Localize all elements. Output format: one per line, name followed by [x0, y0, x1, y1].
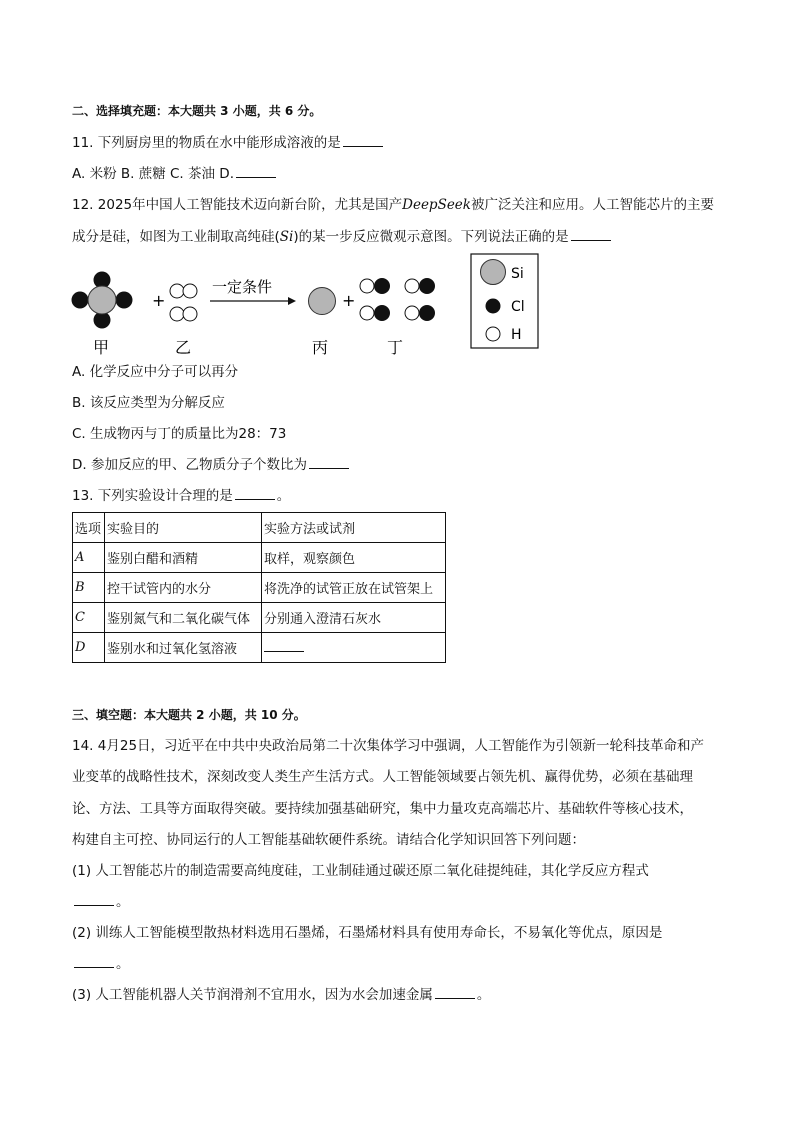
- si-atom: [309, 288, 336, 315]
- experiment-table: [72, 512, 446, 663]
- period: 。: [116, 956, 130, 972]
- option-cell: A: [73, 543, 105, 573]
- question-text: )的某一步反应微观示意图。下列说法正确的是: [293, 229, 569, 245]
- reaction-diagram: [60, 252, 550, 362]
- legend-si: Si: [511, 266, 524, 282]
- cl-atom: [116, 292, 133, 309]
- si-legend-icon: [481, 260, 506, 285]
- options-text: A. 米粉 B. 蔗糖 C. 茶油 D.: [72, 166, 234, 182]
- answer-blank[interactable]: [435, 986, 475, 999]
- question-12-line1: [72, 196, 714, 214]
- arrow-head-icon: [288, 297, 296, 305]
- question-14-para-line: 14. 4月25日，习近平在中共中央政治局第二十次集体学习中强调，人工智能作为引领新一轮科技革命和产: [72, 738, 705, 754]
- legend-cl: Cl: [511, 299, 525, 315]
- cl-atom: [374, 278, 390, 294]
- h-atom: [170, 307, 184, 321]
- answer-blank[interactable]: [235, 487, 275, 500]
- table-header-row: [73, 513, 446, 543]
- option-text: D. 参加反应的甲、乙物质分子个数比为: [72, 457, 307, 473]
- table-row: [73, 633, 446, 663]
- arrow-label: 一定条件: [212, 278, 273, 296]
- answer-blank[interactable]: [264, 639, 304, 652]
- question-text: 成分是硅，如图为工业制取高纯硅(: [72, 229, 280, 245]
- question-12-line2: [72, 228, 613, 246]
- answer-blank[interactable]: [74, 955, 114, 968]
- molecule-jia: [72, 272, 133, 329]
- question-14-para-line: 论、方法、工具等方面取得突破。要持续加强基础研究，集中力量攻克高端芯片、基础软件等核心技术，: [72, 801, 693, 817]
- cl-legend-icon: [486, 299, 501, 314]
- deepseek-term: DeepSeek: [402, 197, 471, 213]
- purpose-cell: 鉴别氮气和二氧化碳气体: [105, 603, 262, 633]
- method-cell: 分别通入澄清石灰水: [262, 603, 446, 633]
- table-row: [73, 543, 446, 573]
- h-atom: [405, 306, 419, 320]
- method-cell: 将洗净的试管正放在试管架上: [262, 573, 446, 603]
- question-14-sub-1-answer: [72, 893, 130, 911]
- cl-atom: [72, 292, 89, 309]
- option-cell: C: [73, 603, 105, 633]
- legend-h: H: [511, 327, 522, 343]
- question-text: 12. 2025年中国人工智能技术迈向新台阶，尤其是国产: [72, 197, 403, 213]
- question-12-option-c: C. 生成物丙与丁的质量比为28：73: [72, 426, 287, 442]
- question-14-para-line: 构建自主可控、协同运行的人工智能基础软硬件系统。请结合化学知识回答下列问题：: [72, 832, 585, 848]
- header-cell: 实验方法或试剂: [262, 513, 446, 543]
- h-legend-icon: [486, 327, 500, 341]
- h-atom: [183, 284, 197, 298]
- question-text: 13. 下列实验设计合理的是: [72, 488, 233, 504]
- method-cell: 取样，观察颜色: [262, 543, 446, 573]
- table-row: [73, 573, 446, 603]
- answer-blank[interactable]: [571, 228, 611, 241]
- h-atom: [405, 279, 419, 293]
- purpose-cell: 鉴别水和过氧化氢溶液: [105, 633, 262, 663]
- molecule-ding: [360, 278, 435, 321]
- cl-atom: [419, 305, 435, 321]
- atom-legend: [471, 254, 538, 348]
- purpose-cell: 控干试管内的水分: [105, 573, 262, 603]
- si-atom: [88, 286, 116, 314]
- label-ding: 丁: [387, 338, 404, 357]
- period: 。: [116, 894, 130, 910]
- section-title: 三、填空题：本大题共 2 小题，共 10 分。: [72, 708, 306, 722]
- answer-blank[interactable]: [309, 456, 349, 469]
- answer-blank[interactable]: [74, 893, 114, 906]
- question-14-sub-3: [72, 986, 490, 1004]
- h-atom: [170, 284, 184, 298]
- cl-atom: [374, 305, 390, 321]
- method-cell-blank[interactable]: [262, 633, 446, 663]
- h-atom: [183, 307, 197, 321]
- question-14-sub-2-answer: [72, 955, 130, 973]
- question-11-options: [72, 165, 278, 183]
- question-text: (3) 人工智能机器人关节润滑剂不宜用水，因为水会加速金属: [72, 987, 433, 1003]
- answer-blank[interactable]: [236, 165, 276, 178]
- label-bing: 丙: [312, 338, 329, 357]
- question-14-sub-1: (1) 人工智能芯片的制造需要高纯度硅，工业制硅通过碳还原二氧化硅提纯硅，其化学反应方程式: [72, 863, 649, 879]
- label-jia: 甲: [93, 338, 110, 357]
- plus-sign: +: [342, 291, 356, 310]
- question-13-stem: [72, 487, 290, 505]
- header-cell: 选项: [73, 513, 105, 543]
- table-row: [73, 603, 446, 633]
- question-text: 11. 下列厨房里的物质在水中能形成溶液的是: [72, 135, 341, 151]
- plus-sign: +: [152, 291, 166, 310]
- question-12-option-a: A. 化学反应中分子可以再分: [72, 364, 239, 380]
- header-cell: 实验目的: [105, 513, 262, 543]
- period: 。: [476, 987, 491, 1003]
- question-text: 被广泛关注和应用。人工智能芯片的主要: [470, 197, 714, 213]
- cl-atom: [419, 278, 435, 294]
- option-cell: B: [73, 573, 105, 603]
- question-12-option-d: [72, 456, 351, 474]
- section-title: 二、选择填充题：本大题共 3 小题，共 6 分。: [72, 104, 322, 118]
- question-12-option-b: B. 该反应类型为分解反应: [72, 395, 225, 411]
- question-14-sub-2: (2) 训练人工智能模型散热材料选用石墨烯，石墨烯材料具有使用寿命长，不易氧化等优点，原因是: [72, 925, 663, 941]
- option-cell: D: [73, 633, 105, 663]
- question-14-para-line: 业变革的战略性技术，深刻改变人类生产生活方式。人工智能领域要占领先机、赢得优势，必须在基础理: [72, 769, 693, 785]
- label-yi: 乙: [175, 338, 192, 357]
- period: 。: [276, 488, 291, 504]
- h-atom: [360, 279, 374, 293]
- purpose-cell: 鉴别白醋和酒精: [105, 543, 262, 573]
- answer-blank[interactable]: [343, 134, 383, 147]
- molecule-yi: [170, 284, 197, 321]
- question-11-stem: [72, 134, 385, 152]
- si-symbol: Si: [279, 229, 294, 245]
- h-atom: [360, 306, 374, 320]
